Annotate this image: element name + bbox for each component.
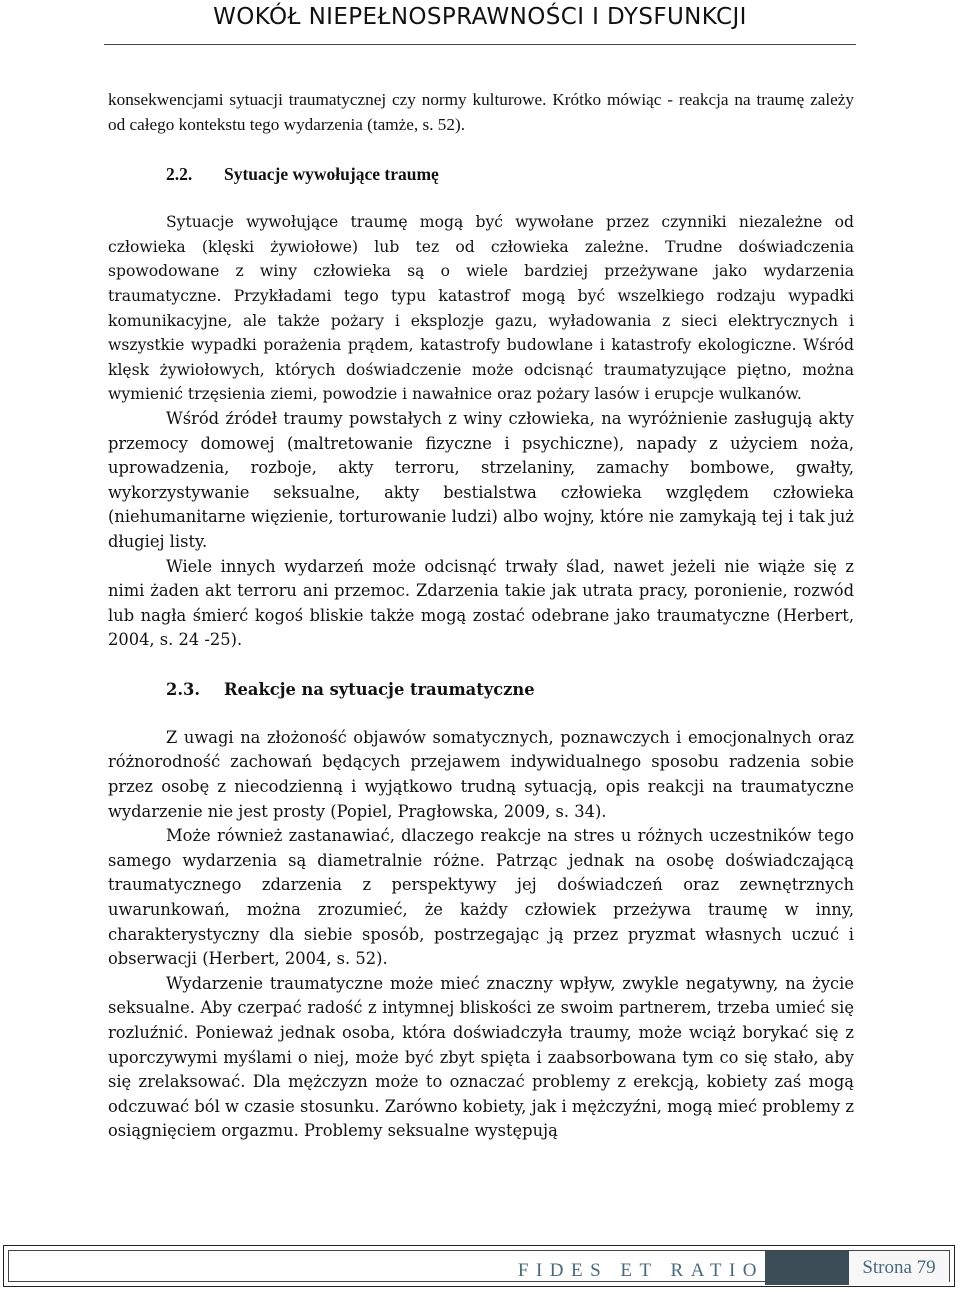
page-body (108, 88, 854, 1144)
section-title: Reakcje na sytuacje traumatyczne (224, 679, 535, 699)
section-heading-2-2 (108, 162, 854, 186)
paragraph (108, 210, 854, 407)
intro-paragraph: konsekwencjami sytuacji traumatycznej czy normy kulturowe. Krótko mówiąc - reakcja na traumę zależy od całego kontekstu tego wydarzenia (tamże, s. 52). (108, 90, 854, 134)
paragraph: Wiele innych wydarzeń może odcisnąć trwały ślad, nawet jeżeli nie wiąże się z nimi żaden akt terroru ani przemoc. Zdarzenia takie jak utrata pracy, poronienie, rozwód lub nagła śmierć kogoś bliskie także mogą zostać odebrane jako traumatyczne (Herbert, 2004, s. 24 -25). (108, 556, 854, 650)
section-heading-2-3 (108, 678, 854, 702)
header-title: WOKÓŁ NIEPEŁNOSPRAWNOŚCI I DYSFUNKCJI (213, 4, 747, 30)
header-rule (104, 44, 856, 45)
paragraph: Może również zastanawiać, dlaczego reakcje na stres u różnych uczestników tego samego wydarzenia są diametralnie różne. Patrząc jednak na osobę doświadczającą traumatycznego zdarzenia z perspektywy jej doświadczeń oraz zewnętrznych uwarunkowań, można zrozumieć, że każdy człowiek przeżywa traumę w inny, charakterystyczny dla siebie sposób, postrzegając ją przez pryzmat własnych uczuć i obserwacji (Herbert, 2004, s. 52). (108, 826, 854, 969)
section-title: Sytuacje wywołujące traumę (224, 164, 439, 185)
paragraph: Z uwagi na złożoność objawów somatycznych, poznawczych i emocjonalnych oraz różnorodność zachowań będących przejawem indywidualnego sposobu radzenia sobie przez osobę z niecodzienną i wyjątkowo trudną sytuacją, opis reakcji na traumatyczne wydarzenie nie jest prosty (Popiel, Pragłowska, 2009, s. 34). (108, 727, 854, 821)
journal-name: FIDES ET RATIO (517, 1260, 764, 1281)
section-number: 2.2. (166, 164, 193, 185)
page-number: Strona 79 (848, 1251, 949, 1285)
section-number: 2.3. (166, 679, 200, 699)
page-footer (3, 1245, 955, 1287)
footer-frame (8, 1250, 950, 1282)
paragraph: Wśród źródeł traumy powstałych z winy człowieka, na wyróżnienie zasługują akty przemocy domowej (maltretowanie fizyczne i psychiczne), napady z użyciem noża, uprowadzenia, rozboje, akty terroru, strzelaniny, zamachy bombowe, gwałty, wykorzystywanie seksualne, akty bestialstwa człowieka względem człowieka (niehumanitarne więzienie, torturowanie ludzi) albo wojny, które nie zamykają tej i tak już długiej listy. (108, 408, 854, 551)
running-header (0, 0, 960, 36)
paragraph-part: Sytuacje wywołujące traumę mogą być wywołane przez czynniki niezależne od człowieka (klęski żywiołowe) lub tez od człowieka zależne. Trudne doświadczenia spowodowane z winy człowieka są o wiele bardziej przeżywane jako wydarzenia traumatyczne. (108, 213, 854, 305)
paragraph-part: Przykładami tego typu katastrof mogą być wszelkiego rodzaju wypadki komunikacyjne, ale także pożary i eksplozje gazu, wyładowania z sieci elektrycznych i wszystkie wypadki porażenia prądem, katastrofy budowlane i katastrofy ekologiczne. Wśród klęsk żywiołowych, których doświadczenie może odcisnąć traumatyzujące piętno, można wymienić trzęsienia ziemi, powodzie i nawałnice oraz pożary lasów i erupcje wulkanów. (108, 286, 854, 404)
paragraph: Wydarzenie traumatyczne może mieć znaczny wpływ, zwykle negatywny, na życie seksualne. Aby czerpać radość z intymnej bliskości ze swoim partnerem, trzeba umieć się rozluźnić. Ponieważ jednak osoba, która doświadczyła traumy, może wciąż borykać się z uporczywymi myślami o niej, może być zbyt spięta i zaabsorbowana tym co się stało, aby się zrelaksować. Dla mężczyzn może to oznaczać problemy z erekcją, kobiety zaś mogą odczuwać ból w czasie stosunku. Zarówno kobiety, jak i mężczyźni, mogą mieć problemy z osiągnięciem orgazmu. Problemy seksualne występują (108, 973, 854, 1141)
